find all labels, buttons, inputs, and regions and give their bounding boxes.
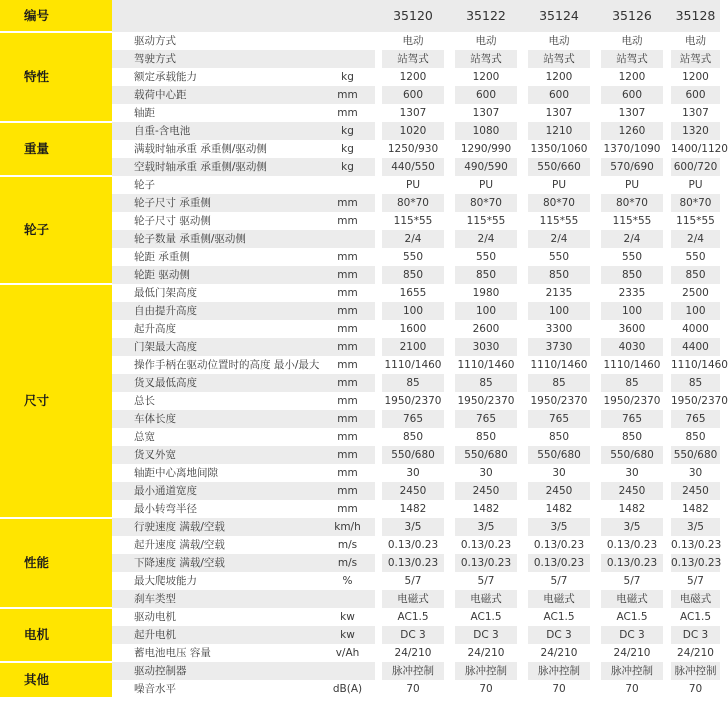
spec-value: 550/680	[455, 446, 517, 464]
spec-value: 3/5	[601, 518, 663, 536]
spec-value: 550	[455, 248, 517, 266]
spec-value: 30	[528, 464, 590, 482]
spec-unit: mm	[320, 356, 375, 374]
spec-name: 驱动电机	[112, 608, 320, 626]
spec-value: 765	[382, 410, 444, 428]
spec-unit: kw	[320, 608, 375, 626]
spec-value: 70	[601, 680, 663, 698]
spec-value: 2135	[528, 284, 590, 302]
spec-value: 550/660	[528, 158, 590, 176]
spec-unit: kw	[320, 626, 375, 644]
spec-unit: mm	[320, 248, 375, 266]
spec-value: PU	[455, 176, 517, 194]
spec-value: 1110/1460	[382, 356, 444, 374]
spec-unit: mm	[320, 320, 375, 338]
spec-unit: m/s	[320, 554, 375, 572]
spec-value: 24/210	[382, 644, 444, 662]
spec-unit: mm	[320, 446, 375, 464]
spec-value: 1482	[601, 500, 663, 518]
spec-name: 蓄电池电压 容量	[112, 644, 320, 662]
spec-name: 轴距中心离地间隙	[112, 464, 320, 482]
spec-value: 550/680	[382, 446, 444, 464]
spec-value: 2600	[455, 320, 517, 338]
model-number: 35124	[528, 0, 590, 32]
spec-name: 额定承载能力	[112, 68, 320, 86]
spec-value: 1200	[601, 68, 663, 86]
spec-unit: mm	[320, 284, 375, 302]
spec-value: 电磁式	[671, 590, 720, 608]
spec-value: 电磁式	[382, 590, 444, 608]
spec-value: 1110/1460	[528, 356, 590, 374]
spec-unit: mm	[320, 194, 375, 212]
spec-value: AC1.5	[382, 608, 444, 626]
spec-value: 85	[671, 374, 720, 392]
spec-name: 门架最大高度	[112, 338, 320, 356]
category-label: 尺寸	[0, 284, 112, 518]
spec-name: 空载时轴承重 承重侧/驱动侧	[112, 158, 320, 176]
spec-name: 起升高度	[112, 320, 320, 338]
spec-name: 刹车类型	[112, 590, 320, 608]
header-row	[0, 0, 720, 32]
spec-value: 3600	[601, 320, 663, 338]
spec-value: 2450	[455, 482, 517, 500]
spec-value: PU	[528, 176, 590, 194]
spec-name: 最小通道宽度	[112, 482, 320, 500]
spec-value: 0.13/0.23	[601, 536, 663, 554]
spec-value: 0.13/0.23	[601, 554, 663, 572]
spec-value: 85	[382, 374, 444, 392]
spec-value: 脉冲控制	[528, 662, 590, 680]
spec-value: 2/4	[455, 230, 517, 248]
spec-value: 5/7	[528, 572, 590, 590]
spec-value: 3/5	[455, 518, 517, 536]
spec-row	[0, 662, 720, 680]
spec-unit: mm	[320, 338, 375, 356]
spec-value: 1950/2370	[671, 392, 720, 410]
model-number: 35128	[671, 0, 720, 32]
spec-value: 765	[601, 410, 663, 428]
spec-value: 115*55	[601, 212, 663, 230]
spec-value: 850	[382, 266, 444, 284]
spec-unit: mm	[320, 464, 375, 482]
spec-unit: kg	[320, 122, 375, 140]
spec-name: 货叉最低高度	[112, 374, 320, 392]
spec-value: 1482	[382, 500, 444, 518]
spec-value: 80*70	[455, 194, 517, 212]
spec-value: 550	[528, 248, 590, 266]
spec-value: 850	[455, 428, 517, 446]
spec-unit: mm	[320, 302, 375, 320]
spec-value: 1110/1460	[601, 356, 663, 374]
spec-name: 轮距 驱动侧	[112, 266, 320, 284]
spec-value: 4030	[601, 338, 663, 356]
spec-value: 3730	[528, 338, 590, 356]
spec-value: 脉冲控制	[455, 662, 517, 680]
spec-unit	[320, 176, 375, 194]
spec-value: 550/680	[671, 446, 720, 464]
spec-value: PU	[601, 176, 663, 194]
category-label: 轮子	[0, 176, 112, 284]
spec-value: 5/7	[671, 572, 720, 590]
spec-unit: mm	[320, 500, 375, 518]
spec-value: 2500	[671, 284, 720, 302]
spec-value: 100	[671, 302, 720, 320]
spec-value: 440/550	[382, 158, 444, 176]
spec-name: 最低门架高度	[112, 284, 320, 302]
spec-value: 80*70	[601, 194, 663, 212]
spec-row	[0, 176, 720, 194]
spec-value: DC 3	[671, 626, 720, 644]
spec-value: 1950/2370	[601, 392, 663, 410]
spec-unit: mm	[320, 212, 375, 230]
spec-value: 1307	[601, 104, 663, 122]
spec-name: 起升电机	[112, 626, 320, 644]
spec-name: 总长	[112, 392, 320, 410]
spec-value: 550	[601, 248, 663, 266]
category-label: 性能	[0, 518, 112, 608]
spec-name: 满载时轴承重 承重侧/驱动侧	[112, 140, 320, 158]
spec-value: 脉冲控制	[601, 662, 663, 680]
spec-unit: v/Ah	[320, 644, 375, 662]
spec-value: 70	[671, 680, 720, 698]
spec-value: 站驾式	[528, 50, 590, 68]
spec-value: 850	[671, 266, 720, 284]
spec-name: 驱动方式	[112, 32, 320, 50]
spec-value: PU	[382, 176, 444, 194]
spec-value: 电磁式	[455, 590, 517, 608]
spec-name: 最大爬坡能力	[112, 572, 320, 590]
spec-value: 24/210	[601, 644, 663, 662]
spec-value: 5/7	[601, 572, 663, 590]
spec-unit	[320, 50, 375, 68]
spec-value: 600/720	[671, 158, 720, 176]
spec-value: 115*55	[382, 212, 444, 230]
spec-value: 85	[601, 374, 663, 392]
spec-name: 自重-含电池	[112, 122, 320, 140]
spec-unit: %	[320, 572, 375, 590]
spec-value: 0.13/0.23	[528, 536, 590, 554]
spec-value: PU	[671, 176, 720, 194]
spec-value: 3/5	[382, 518, 444, 536]
spec-unit	[320, 590, 375, 608]
spec-value: 550/680	[601, 446, 663, 464]
spec-value: 570/690	[601, 158, 663, 176]
spec-value: 550/680	[528, 446, 590, 464]
spec-value: 站驾式	[671, 50, 720, 68]
spec-value: 电动	[528, 32, 590, 50]
spec-name: 载荷中心距	[112, 86, 320, 104]
spec-value: 0.13/0.23	[455, 554, 517, 572]
spec-value: 1600	[382, 320, 444, 338]
spec-value: 600	[455, 86, 517, 104]
spec-value: 2450	[671, 482, 720, 500]
model-number: 35120	[382, 0, 444, 32]
spec-value: 1307	[528, 104, 590, 122]
spec-value: 1482	[671, 500, 720, 518]
spec-value: 1110/1460	[455, 356, 517, 374]
spec-value: 30	[455, 464, 517, 482]
spec-value: 115*55	[455, 212, 517, 230]
spec-unit: mm	[320, 482, 375, 500]
spec-name: 总宽	[112, 428, 320, 446]
spec-value: 70	[455, 680, 517, 698]
spec-value: 4400	[671, 338, 720, 356]
spec-value: 2/4	[601, 230, 663, 248]
spec-value: 1950/2370	[455, 392, 517, 410]
spec-value: 30	[601, 464, 663, 482]
spec-name: 轮子	[112, 176, 320, 194]
spec-value: AC1.5	[455, 608, 517, 626]
spec-value: 70	[528, 680, 590, 698]
spec-unit: kg	[320, 140, 375, 158]
spec-value: 电磁式	[528, 590, 590, 608]
spec-value: 1307	[671, 104, 720, 122]
spec-value: 1482	[455, 500, 517, 518]
spec-unit: mm	[320, 266, 375, 284]
spec-value: 1400/1120	[671, 140, 720, 158]
spec-row	[0, 608, 720, 626]
spec-value: 0.13/0.23	[671, 554, 720, 572]
spec-value: 3030	[455, 338, 517, 356]
spec-value: 3/5	[528, 518, 590, 536]
spec-value: 80*70	[382, 194, 444, 212]
spec-value: AC1.5	[601, 608, 663, 626]
model-number: 35126	[601, 0, 663, 32]
spec-value: 100	[455, 302, 517, 320]
spec-unit: dB(A)	[320, 680, 375, 698]
spec-row	[0, 32, 720, 50]
spec-value: 4000	[671, 320, 720, 338]
spec-value: 765	[671, 410, 720, 428]
spec-unit: km/h	[320, 518, 375, 536]
spec-value: 115*55	[528, 212, 590, 230]
spec-value: 850	[671, 428, 720, 446]
spec-value: 电动	[455, 32, 517, 50]
spec-value: 1200	[382, 68, 444, 86]
spec-value: 1200	[528, 68, 590, 86]
spec-name: 最小转弯半径	[112, 500, 320, 518]
spec-value: 电动	[671, 32, 720, 50]
spec-value: 1200	[671, 68, 720, 86]
spec-value: 1370/1090	[601, 140, 663, 158]
spec-value: 765	[455, 410, 517, 428]
spec-value: DC 3	[601, 626, 663, 644]
spec-row	[0, 122, 720, 140]
spec-name: 轮子尺寸 驱动侧	[112, 212, 320, 230]
spec-value: 1020	[382, 122, 444, 140]
spec-value: 2/4	[382, 230, 444, 248]
spec-value: 2450	[601, 482, 663, 500]
spec-value: 1290/990	[455, 140, 517, 158]
spec-value: 0.13/0.23	[455, 536, 517, 554]
spec-value: AC1.5	[671, 608, 720, 626]
spec-value: 850	[528, 428, 590, 446]
spec-unit: m/s	[320, 536, 375, 554]
spec-value: 600	[382, 86, 444, 104]
spec-value: 115*55	[671, 212, 720, 230]
spec-value: 1110/1460	[671, 356, 720, 374]
spec-value: 1307	[455, 104, 517, 122]
spec-name: 自由提升高度	[112, 302, 320, 320]
category-label: 其他	[0, 662, 112, 698]
category-label: 电机	[0, 608, 112, 662]
spec-value: 0.13/0.23	[382, 554, 444, 572]
spec-value: AC1.5	[528, 608, 590, 626]
spec-unit: mm	[320, 428, 375, 446]
spec-name: 下降速度 满载/空载	[112, 554, 320, 572]
spec-value: 80*70	[671, 194, 720, 212]
spec-value: 490/590	[455, 158, 517, 176]
spec-value: 30	[671, 464, 720, 482]
spec-unit	[320, 230, 375, 248]
spec-value: 550	[671, 248, 720, 266]
spec-name: 轮子数量 承重侧/驱动侧	[112, 230, 320, 248]
spec-value: 站驾式	[455, 50, 517, 68]
spec-value: DC 3	[455, 626, 517, 644]
spec-value: 2/4	[528, 230, 590, 248]
spec-value: 24/210	[528, 644, 590, 662]
spec-value: 850	[382, 428, 444, 446]
spec-unit: mm	[320, 86, 375, 104]
spec-unit: mm	[320, 410, 375, 428]
spec-value: 2335	[601, 284, 663, 302]
spec-name: 行驶速度 满载/空载	[112, 518, 320, 536]
category-label: 重量	[0, 122, 112, 176]
spec-value: DC 3	[528, 626, 590, 644]
spec-row	[0, 518, 720, 536]
spec-value: 1350/1060	[528, 140, 590, 158]
spec-name: 货叉外宽	[112, 446, 320, 464]
spec-value: 电磁式	[601, 590, 663, 608]
spec-value: 5/7	[455, 572, 517, 590]
spec-unit: mm	[320, 104, 375, 122]
spec-value: 85	[455, 374, 517, 392]
spec-value: 电动	[382, 32, 444, 50]
spec-value: 600	[528, 86, 590, 104]
spec-row	[0, 284, 720, 302]
spec-value: 0.13/0.23	[528, 554, 590, 572]
spec-value: 1260	[601, 122, 663, 140]
spec-value: 1950/2370	[382, 392, 444, 410]
spec-name: 驾驶方式	[112, 50, 320, 68]
spec-value: 1655	[382, 284, 444, 302]
spec-value: 3/5	[671, 518, 720, 536]
spec-unit: kg	[320, 68, 375, 86]
spec-value: 3300	[528, 320, 590, 338]
spec-name: 车体长度	[112, 410, 320, 428]
spec-value: 100	[382, 302, 444, 320]
spec-value: 70	[382, 680, 444, 698]
spec-value: 850	[455, 266, 517, 284]
spec-value: 2450	[382, 482, 444, 500]
spec-value: 1080	[455, 122, 517, 140]
spec-name: 驱动控制器	[112, 662, 320, 680]
spec-value: 2450	[528, 482, 590, 500]
spec-value: 0.13/0.23	[382, 536, 444, 554]
spec-value: 5/7	[382, 572, 444, 590]
spec-value: 850	[528, 266, 590, 284]
spec-unit	[320, 662, 375, 680]
spec-value: 站驾式	[601, 50, 663, 68]
spec-name: 轮子尺寸 承重侧	[112, 194, 320, 212]
spec-value: 24/210	[455, 644, 517, 662]
spec-value: 1210	[528, 122, 590, 140]
spec-value: 550	[382, 248, 444, 266]
spec-value: 1307	[382, 104, 444, 122]
spec-name: 轮距 承重侧	[112, 248, 320, 266]
spec-value: 站驾式	[382, 50, 444, 68]
spec-value: 1482	[528, 500, 590, 518]
spec-value: 100	[528, 302, 590, 320]
spec-value: 1950/2370	[528, 392, 590, 410]
spec-unit: mm	[320, 374, 375, 392]
model-number: 35122	[455, 0, 517, 32]
spec-value: 600	[601, 86, 663, 104]
spec-value: 80*70	[528, 194, 590, 212]
spec-value: 1980	[455, 284, 517, 302]
spec-unit	[320, 32, 375, 50]
spec-value: 2100	[382, 338, 444, 356]
spec-unit: mm	[320, 392, 375, 410]
spec-value: 脉冲控制	[382, 662, 444, 680]
spec-value: 脉冲控制	[671, 662, 720, 680]
spec-value: 1250/930	[382, 140, 444, 158]
spec-value: DC 3	[382, 626, 444, 644]
spec-value: 24/210	[671, 644, 720, 662]
spec-value: 850	[601, 428, 663, 446]
spec-name: 轴距	[112, 104, 320, 122]
category-label: 特性	[0, 32, 112, 122]
spec-value: 0.13/0.23	[671, 536, 720, 554]
spec-name: 噪音水平	[112, 680, 320, 698]
spec-value: 1200	[455, 68, 517, 86]
spec-unit: kg	[320, 158, 375, 176]
spec-value: 电动	[601, 32, 663, 50]
spec-value: 765	[528, 410, 590, 428]
spec-value: 2/4	[671, 230, 720, 248]
spec-name: 起升速度 满载/空载	[112, 536, 320, 554]
header-label: 编号	[0, 0, 112, 32]
spec-value: 30	[382, 464, 444, 482]
spec-value: 850	[601, 266, 663, 284]
spec-value: 85	[528, 374, 590, 392]
spec-name: 操作手柄在驱动位置时的高度 最小/最大	[112, 356, 320, 374]
spec-value: 100	[601, 302, 663, 320]
spec-value: 600	[671, 86, 720, 104]
spec-value: 1320	[671, 122, 720, 140]
